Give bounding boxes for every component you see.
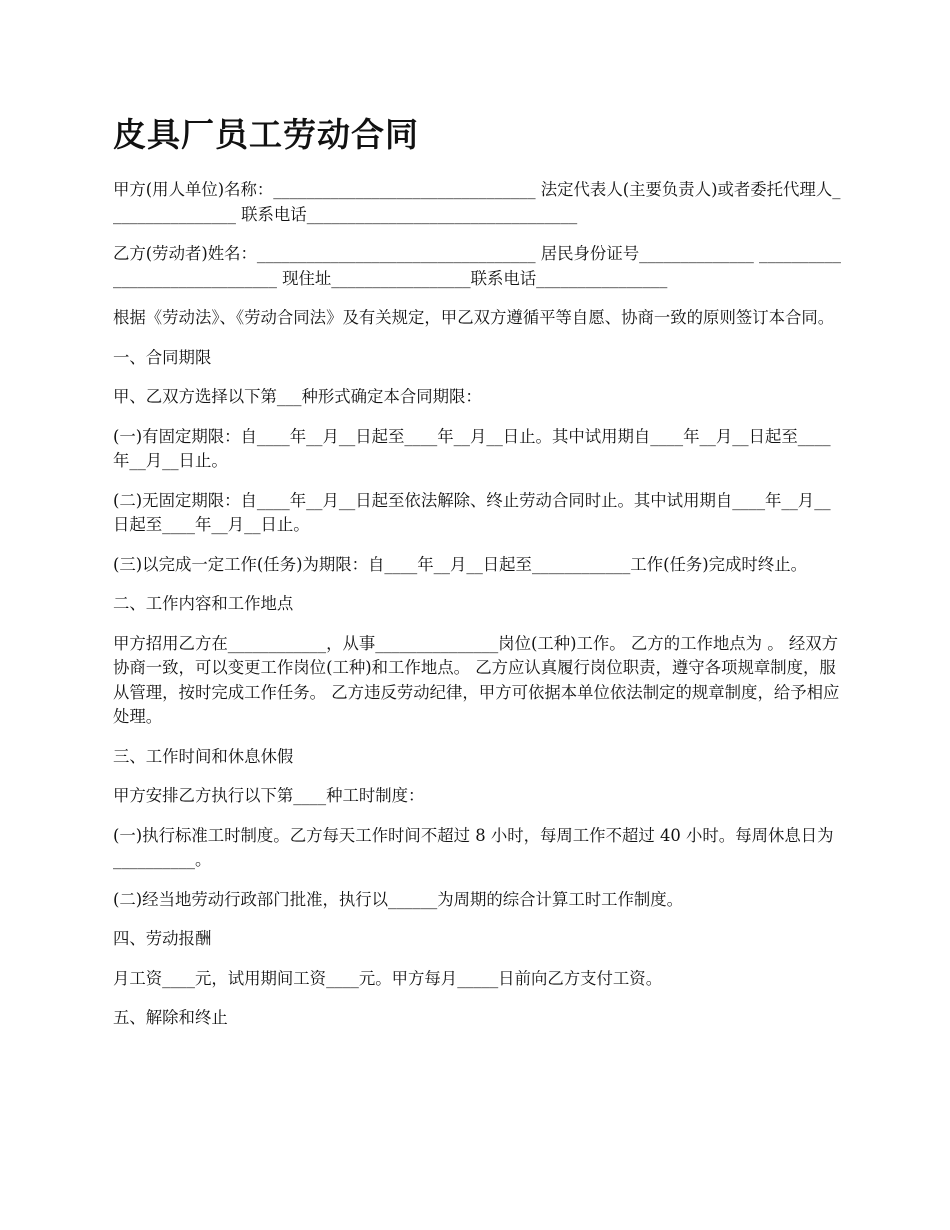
section-heading-term: 一、合同期限 xyxy=(113,347,212,367)
preamble: 根据《劳动法》、《劳动合同法》及有关规定，甲乙双方遵循平等自愿、协商一致的原则签订本合同。 xyxy=(113,308,835,327)
section-heading-pay: 四、劳动报酬 xyxy=(113,929,212,948)
term-open-ended: (二)无固定期限：自____年__月__日起至依法解除、终止劳动合同时止。其中试用期自____年__月__日起至____年__月__日止。 xyxy=(113,490,831,534)
section-heading-termination: 五、解除和终止 xyxy=(113,1008,228,1027)
hours-comprehensive: (二)经当地劳动行政部门批准，执行以______为周期的综合计算工时工作制度。 xyxy=(113,889,684,909)
document-title: 皮具厂员工劳动合同 xyxy=(113,115,419,154)
party-b-info: 乙方(劳动者)姓名：__________________________________ 居民身份证号______________ ______________________________ 现住址_________________联系电话________________ xyxy=(113,244,842,288)
section-heading-work: 二、工作内容和工作地点 xyxy=(113,594,294,613)
term-task-based: (三)以完成一定工作(任务)为期限：自____年__月__日起至____________工作(任务)完成时终止。 xyxy=(113,554,807,574)
term-fixed: (一)有固定期限：自____年__月__日起至____年__月__日止。其中试用期自____年__月__日起至____年__月__日止。 xyxy=(113,426,831,470)
party-a-info: 甲方(用人单位)名称：________________________________ 法定代表人(主要负责人)或者委托代理人________________ 联系电话_________________________________ xyxy=(113,180,841,224)
work-content: 甲方招用乙方在____________，从事_______________岗位(工种)工作。 乙方的工作地点为 。 经双方协商一致，可以变更工作岗位(工种)和工作地点。 乙方应认真履行岗位职责，遵守各项规章制度，服从管理，按时完成工作任务。 乙方违反劳动纪律，甲方可依据本单位依法制定的规章制度，给予相应处理。 xyxy=(113,633,840,726)
section-heading-hours: 三、工作时间和休息休假 xyxy=(113,746,294,766)
hours-standard: (一)执行标准工时制度。乙方每天工作时间不超过 8 小时，每周工作不超过 40 小时。每周休息日为__________。 xyxy=(113,825,834,869)
hours-choice: 甲方安排乙方执行以下第____种工时制度： xyxy=(113,786,425,805)
pay-terms: 月工资____元，试用期间工资____元。甲方每月_____日前向乙方支付工资。 xyxy=(113,968,663,988)
term-choice: 甲、乙双方选择以下第___种形式确定本合同期限： xyxy=(113,387,482,406)
contract-document xyxy=(113,112,841,1046)
